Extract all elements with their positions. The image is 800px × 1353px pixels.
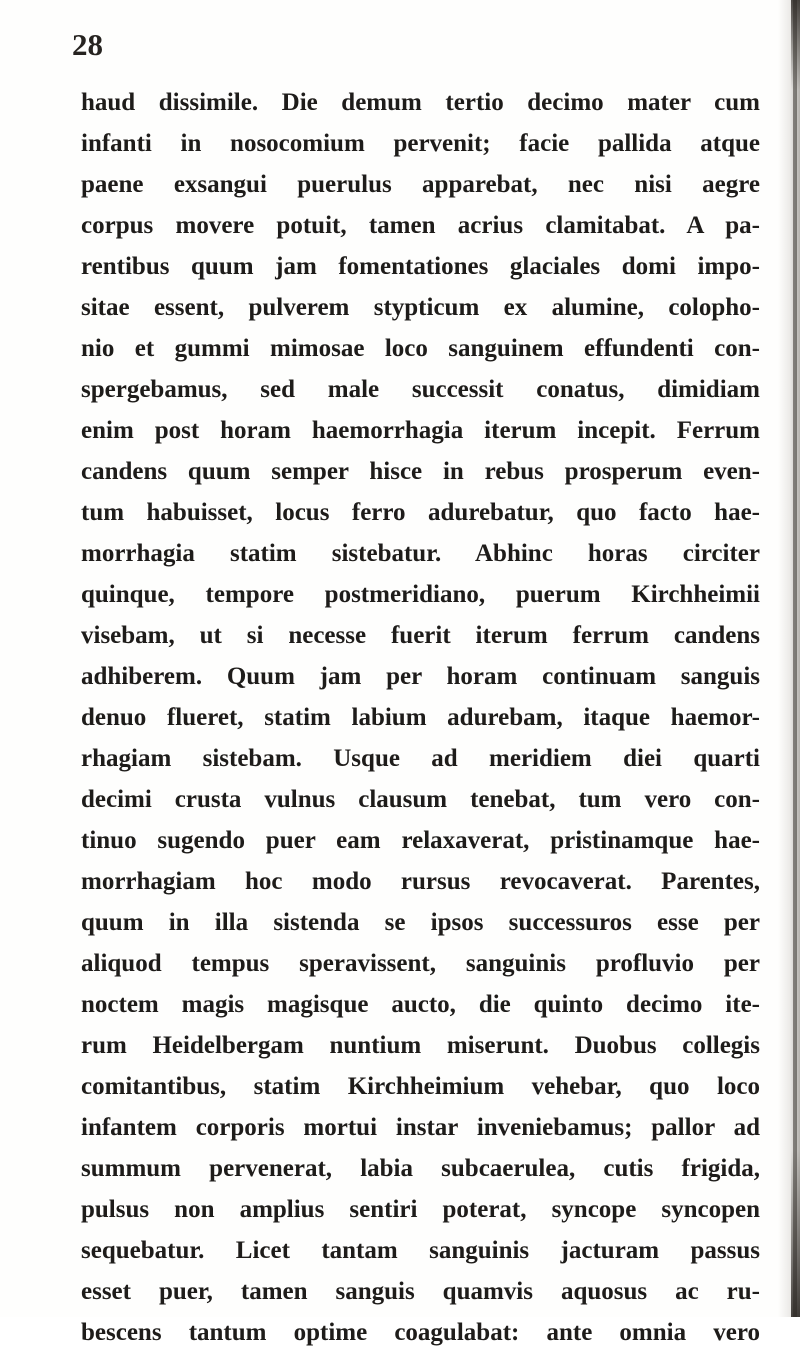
text-line: tum habuisset, locus ferro adurebatur, quo facto hae-	[81, 499, 760, 526]
text-line: morrhagia statim sistebatur. Abhinc horas circiter	[81, 540, 760, 567]
text-line: esset puer, tamen sanguis quamvis aquosus ac ru-	[81, 1278, 760, 1305]
text-line: adhiberem. Quum jam per horam continuam sanguis	[81, 663, 760, 690]
body-text	[81, 82, 760, 1353]
text-line: quinque, tempore postmeridiano, puerum Kirchheimii	[81, 581, 760, 608]
text-line: candens quum semper hisce in rebus prosperum even-	[81, 458, 760, 485]
text-line: denuo flueret, statim labium adurebam, itaque haemor-	[81, 704, 760, 731]
text-line: infanti in nosocomium pervenit; facie pallida atque	[81, 130, 760, 157]
text-line: aliquod tempus speravissent, sanguinis profluvio per	[81, 950, 760, 977]
text-line: decimi crusta vulnus clausum tenebat, tum vero con-	[81, 786, 760, 813]
text-line: bescens tantum optime coagulabat: ante omnia vero	[81, 1319, 760, 1346]
text-line: infantem corporis mortui instar inveniebamus; pallor ad	[81, 1114, 760, 1141]
page-edge-line	[793, 0, 797, 1317]
text-line: haud dissimile. Die demum tertio decimo mater cum	[81, 89, 760, 116]
text-line: pulsus non amplius sentiri poterat, syncope syncopen	[81, 1196, 760, 1223]
text-line: comitantibus, statim Kirchheimium vehebar, quo loco	[81, 1073, 760, 1100]
text-line: morrhagiam hoc modo rursus revocaverat. Parentes,	[81, 868, 760, 895]
text-line: tinuo sugendo puer eam relaxaverat, pristinamque hae-	[81, 827, 760, 854]
text-line: nio et gummi mimosae loco sanguinem effundenti con-	[81, 335, 760, 362]
page-number: 28	[72, 27, 103, 62]
text-line: rhagiam sistebam. Usque ad meridiem diei quarti	[81, 745, 760, 772]
text-line: summum pervenerat, labia subcaerulea, cutis frigida,	[81, 1155, 760, 1182]
text-line: corpus movere potuit, tamen acrius clamitabat. A pa-	[81, 212, 760, 239]
text-line: sequebatur. Licet tantam sanguinis jacturam passus	[81, 1237, 760, 1264]
text-line: enim post horam haemorrhagia iterum incepit. Ferrum	[81, 417, 760, 444]
text-line: sitae essent, pulverem stypticum ex alumine, colopho-	[81, 294, 760, 321]
text-line: spergebamus, sed male successit conatus, dimidiam	[81, 376, 760, 403]
text-line: rum Heidelbergam nuntium miserunt. Duobus collegis	[81, 1032, 760, 1059]
text-line: noctem magis magisque aucto, die quinto decimo ite-	[81, 991, 760, 1018]
text-line: quum in illa sistenda se ipsos successuros esse per	[81, 909, 760, 936]
text-line: visebam, ut si necesse fuerit iterum ferrum candens	[81, 622, 760, 649]
page-edge-dark-top	[791, 0, 800, 90]
page-edge-dark-bottom	[791, 1150, 800, 1317]
text-line: rentibus quum jam fomentationes glaciales domi impo-	[81, 253, 760, 280]
text-line: paene exsangui puerulus apparebat, nec nisi aegre	[81, 171, 760, 198]
